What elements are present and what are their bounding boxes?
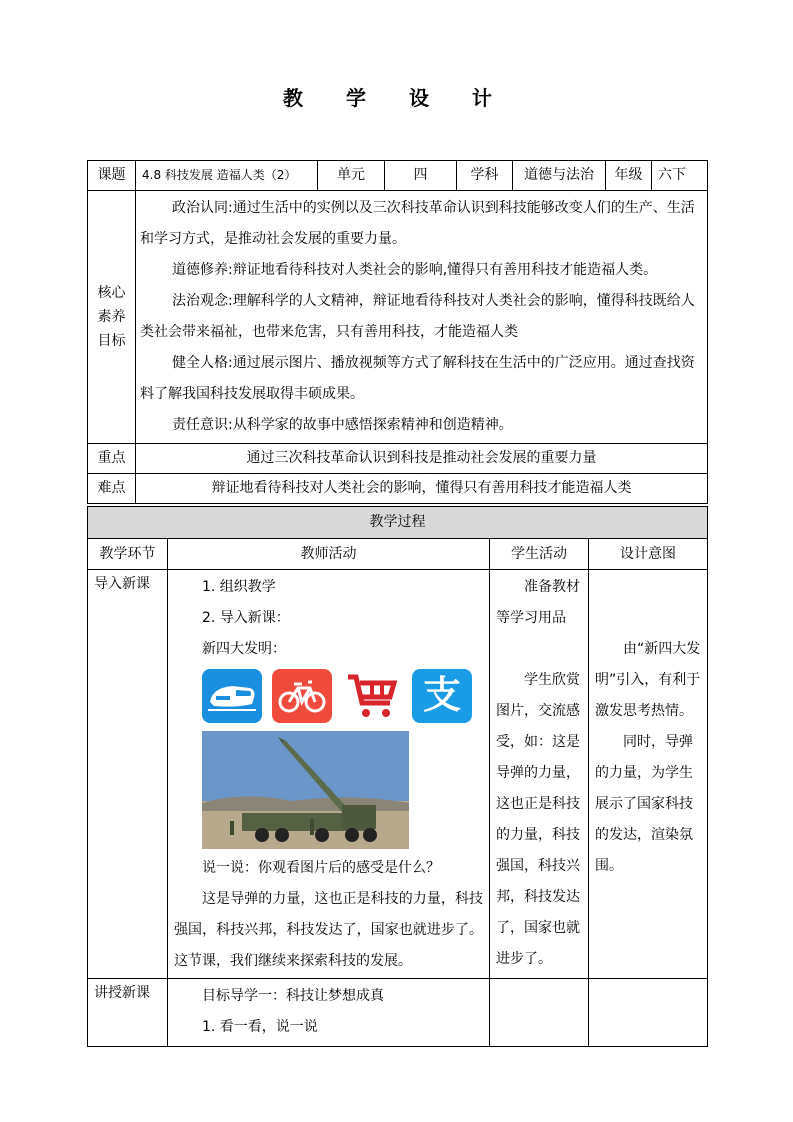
unit-label: 单元 bbox=[318, 161, 385, 191]
new-lesson-design-intent bbox=[589, 979, 708, 1047]
key-point-text: 通过三次科技革命认识到科技是推动社会发展的重要力量 bbox=[136, 444, 708, 474]
header-stage: 教学环节 bbox=[88, 539, 168, 570]
goal-item: 政治认同:通过生活中的实例以及三次科技革命认识到科技能够改变人们的生产、生活和学习方式，是推动社会发展的重要力量。 bbox=[140, 200, 695, 247]
intro-row bbox=[88, 570, 708, 979]
intro-step-1: 1. 组织教学 bbox=[202, 579, 276, 595]
goal-item: 责任意识:从科学家的故事中感悟探索精神和创造精神。 bbox=[172, 417, 513, 433]
process-header-row bbox=[88, 539, 708, 570]
new-lesson-student-activity bbox=[490, 979, 589, 1047]
goal-item: 法治观念:理解科学的人文精神，辩证地看待科技对人类社会的影响，懂得科技既给人类社会带来福祉，也带来危害，只有善用科技，才能造福人类 bbox=[140, 293, 695, 340]
header-teacher: 教师活动 bbox=[168, 539, 490, 570]
header-student: 学生活动 bbox=[490, 539, 589, 570]
key-point-label: 重点 bbox=[88, 444, 136, 474]
grade-value: 六下 bbox=[652, 161, 708, 191]
process-table bbox=[87, 506, 708, 1047]
missile-launcher-image bbox=[202, 731, 409, 849]
new-inventions-label: 新四大发明： bbox=[202, 641, 286, 657]
shared-bike-icon bbox=[272, 669, 332, 723]
difficulty-label: 难点 bbox=[88, 474, 136, 504]
goal-item: 道德修养:辩证地看待科技对人类社会的影响,懂得只有善用科技才能造福人类。 bbox=[172, 262, 658, 278]
difficulty-row bbox=[88, 474, 708, 504]
grade-label: 年级 bbox=[606, 161, 652, 191]
intro-step-2: 2. 导入新课： bbox=[202, 610, 290, 626]
document-title: 教 学 设 计 bbox=[283, 86, 510, 110]
alipay-icon: 支 bbox=[412, 669, 472, 723]
subject-label: 课题 bbox=[88, 161, 136, 191]
process-title-row bbox=[88, 507, 708, 539]
target-guide-1: 目标导学一：科技让梦想成真 bbox=[202, 988, 384, 1004]
student-discussion: 学生欣赏图片，交流感受，如：这是导弹的力量，这也正是科技的力量，科技强国，科技兴邦，科技发达了，国家也就进步了。 bbox=[496, 672, 580, 967]
intent-2: 同时，导弹的力量，为学生展示了国家科技的发达，渲染氛围。 bbox=[595, 734, 693, 874]
intro-design-intent bbox=[589, 570, 708, 979]
new-lesson-teacher-activity bbox=[168, 979, 490, 1047]
inventions-icons bbox=[174, 665, 483, 727]
student-prep: 准备教材等学习用品 bbox=[496, 579, 580, 626]
new-lesson-stage: 讲授新课 bbox=[88, 979, 168, 1047]
course-value: 道德与法治 bbox=[513, 161, 606, 191]
goals-row bbox=[88, 191, 708, 444]
goals-label: 核心素养目标 bbox=[88, 191, 136, 444]
header-intent: 设计意图 bbox=[589, 539, 708, 570]
header-row bbox=[88, 161, 708, 191]
intro-stage: 导入新课 bbox=[88, 570, 168, 979]
discussion-question: 说一说：你观看图片后的感受是什么？ bbox=[202, 860, 440, 876]
subject-value: 4.8 科技发展 造福人类（2） bbox=[136, 161, 318, 191]
difficulty-text: 辩证地看待科技对人类社会的影响，懂得只有善用科技才能造福人类 bbox=[136, 474, 708, 504]
intro-summary: 这是导弹的力量，这也正是科技的力量，科技强国，科技兴邦，科技发达了，国家也就进步了。这节课，我们继续来探索科技的发展。 bbox=[174, 891, 483, 969]
high-speed-rail-icon bbox=[202, 669, 262, 723]
new-lesson-row bbox=[88, 979, 708, 1047]
key-point-row bbox=[88, 444, 708, 474]
goals-content bbox=[136, 191, 708, 444]
goal-item: 健全人格:通过展示图片、播放视频等方式了解科技在生活中的广泛应用。通过查找资料了解我国科技发展取得丰硕成果。 bbox=[140, 355, 695, 402]
course-label: 学科 bbox=[457, 161, 513, 191]
intro-student-activity bbox=[490, 570, 589, 979]
look-and-say: 1. 看一看，说一说 bbox=[202, 1019, 318, 1035]
process-title: 教学过程 bbox=[88, 507, 708, 539]
unit-value: 四 bbox=[385, 161, 457, 191]
intent-1: 由“新四大发明”引入，有利于激发思考热情。 bbox=[595, 641, 701, 719]
lesson-info-table bbox=[87, 160, 708, 504]
online-shopping-cart-icon bbox=[342, 669, 402, 723]
intro-teacher-activity bbox=[168, 570, 490, 979]
